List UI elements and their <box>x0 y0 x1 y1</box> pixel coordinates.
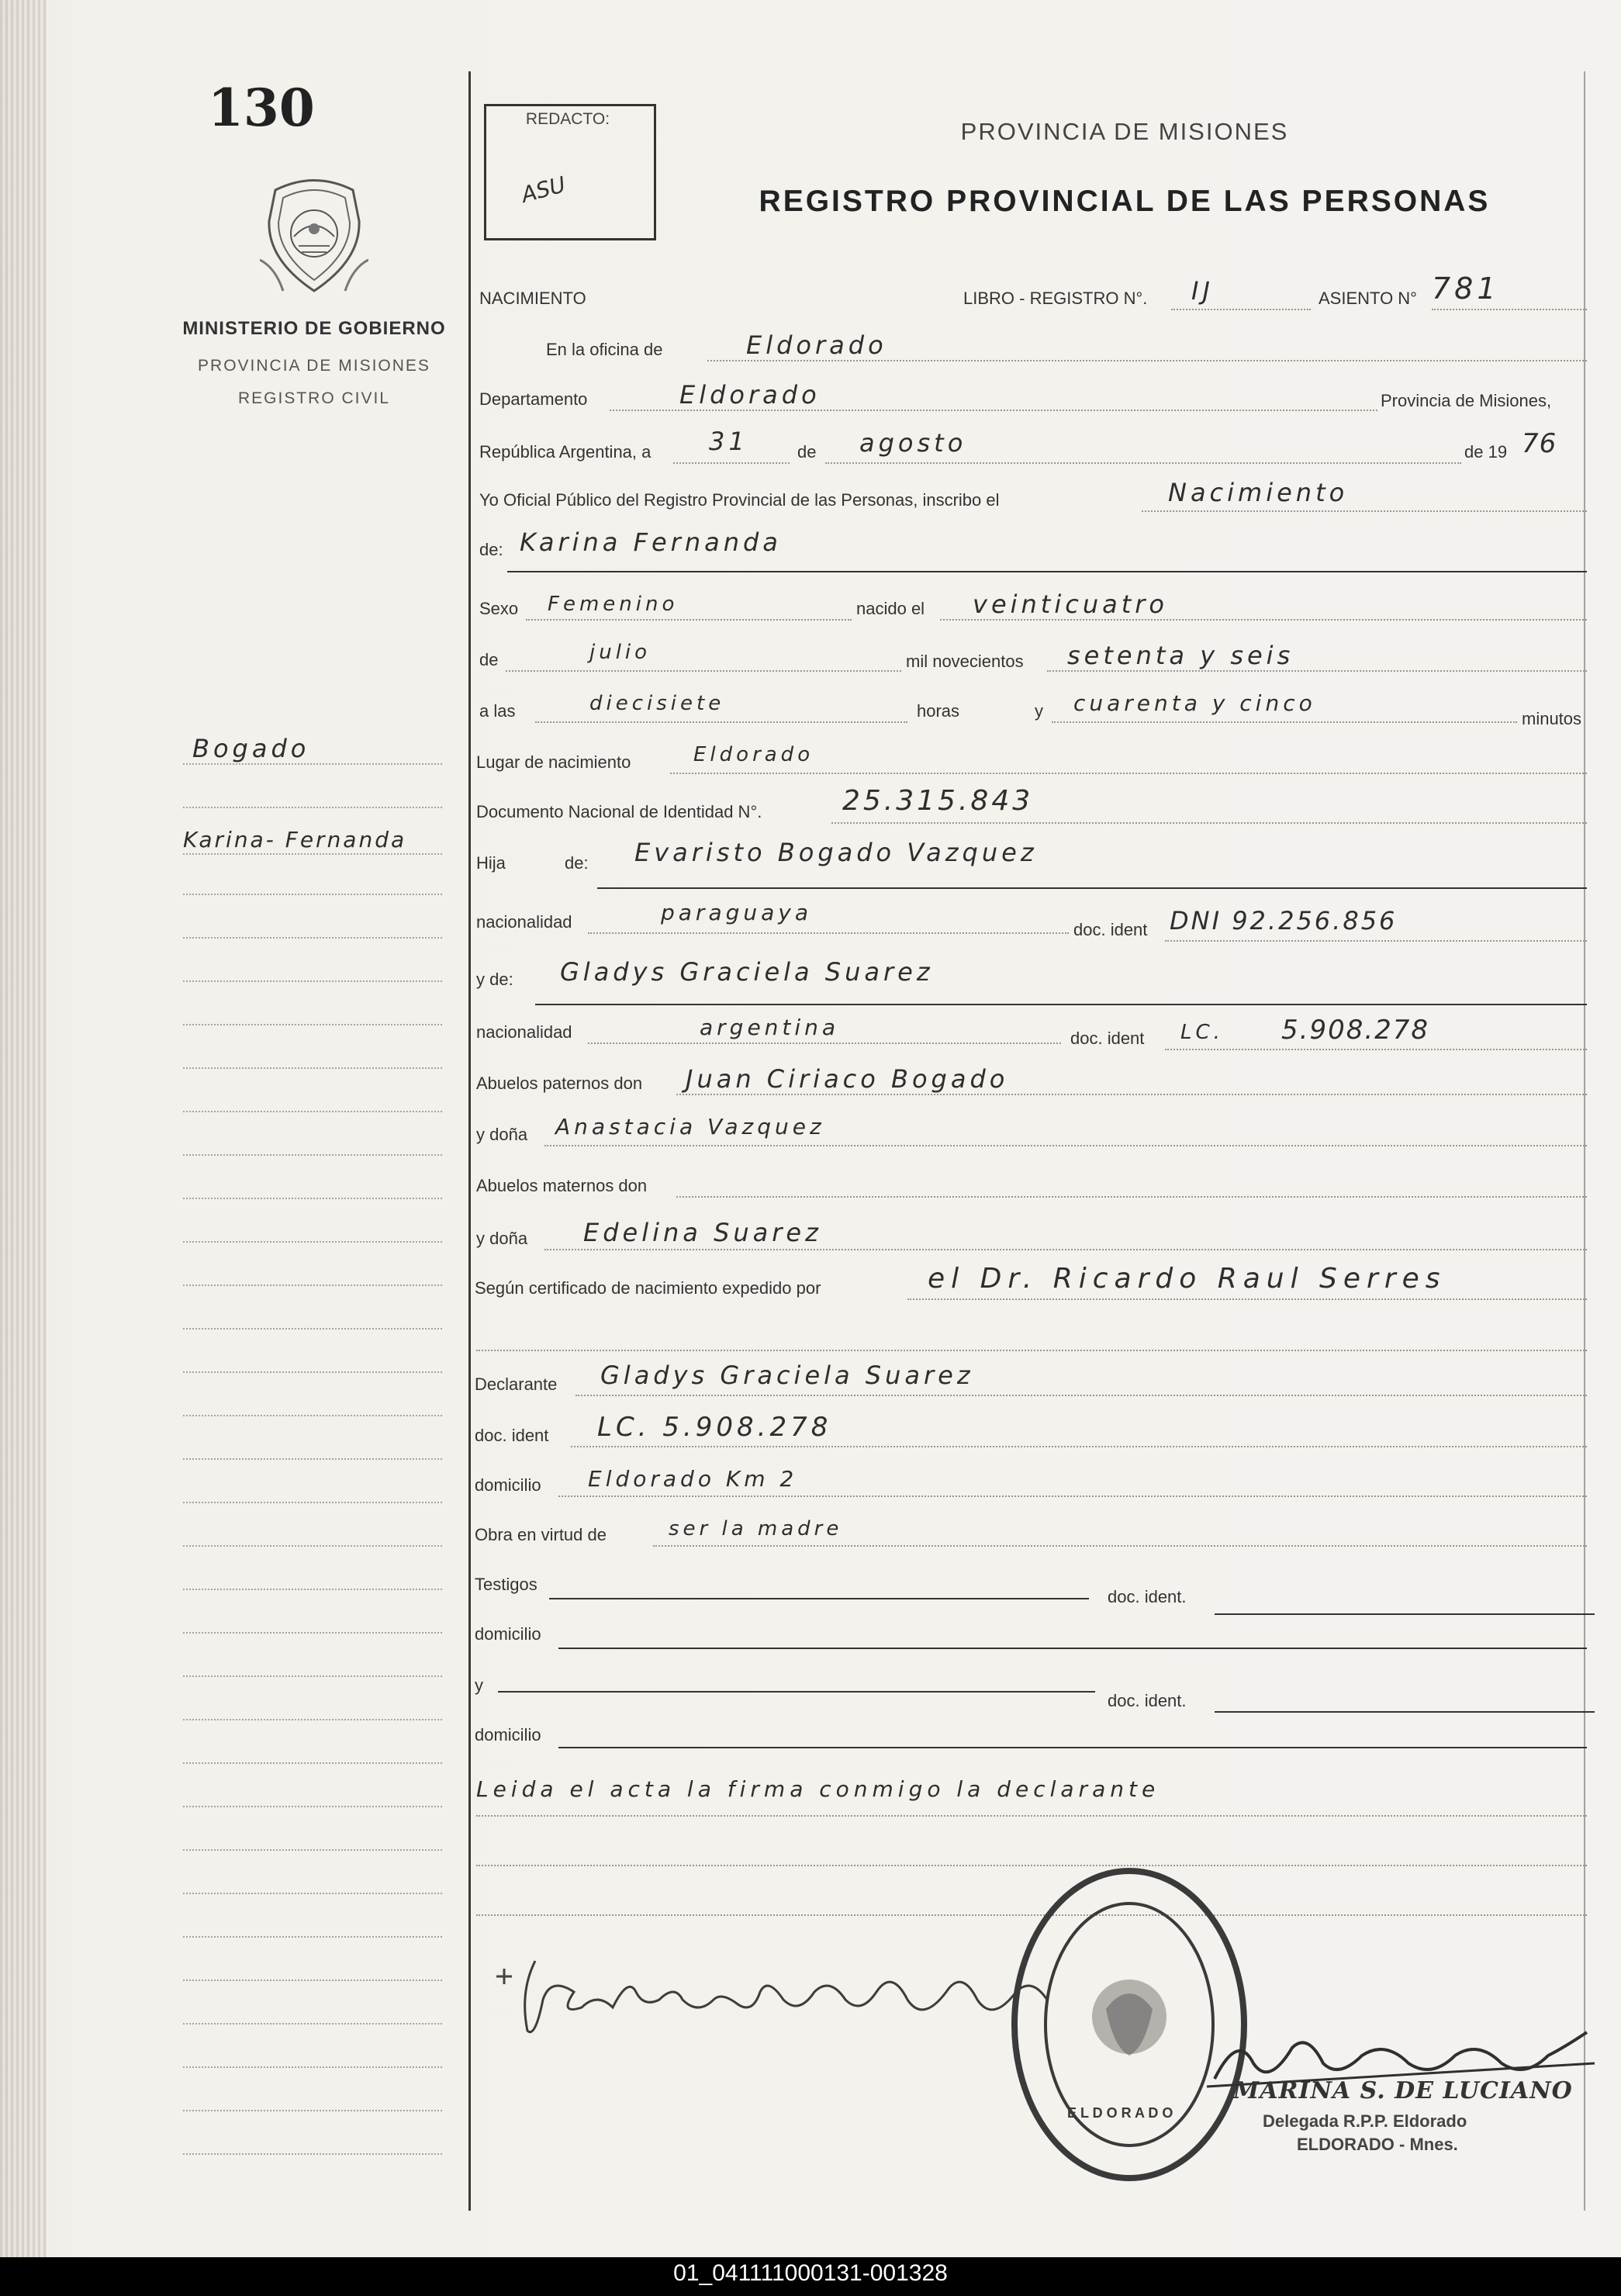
obra-label: Obra en virtud de <box>475 1525 607 1544</box>
paternal-grandmother-value: Anastacia Vazquez <box>555 1114 825 1139</box>
year-value: 76 <box>1522 428 1557 459</box>
department-label: Departamento <box>479 389 588 409</box>
father-name-value: Evaristo Bogado Vazquez <box>634 838 1038 867</box>
birthplace-label: Lugar de nacimiento <box>476 752 631 772</box>
declarant-value: Gladys Graciela Suarez <box>600 1361 974 1390</box>
witness2-address-label: domicilio <box>475 1725 541 1744</box>
obra-value: ser la madre <box>669 1517 843 1540</box>
witness1-address-label: domicilio <box>475 1624 541 1644</box>
paternal-grandfather-label: Abuelos paternos don <box>476 1074 643 1093</box>
father-nationality-value: paraguaya <box>661 900 813 925</box>
official-role: Delegada R.P.P. Eldorado <box>1263 2111 1467 2131</box>
dni-label: Documento Nacional de Identidad N°. <box>476 802 762 821</box>
paternal-grandmother-label: y doña <box>476 1125 528 1144</box>
maternal-grandmother-value: Edelina Suarez <box>583 1218 822 1247</box>
office-value: Eldorado <box>746 330 887 360</box>
office-label: En la oficina de <box>546 340 663 359</box>
paternal-grandfather-value: Juan Ciriaco Bogado <box>686 1064 1009 1094</box>
department-value: Eldorado <box>679 380 821 410</box>
margin-note-surname: Bogado <box>192 734 310 763</box>
redacto-label: REDACTO: <box>525 110 610 128</box>
ministry-label: MINISTERIO DE GOBIERNO <box>182 318 446 339</box>
father-nationality-label: nacionalidad <box>476 912 572 932</box>
declarant-doc-label: doc. ident <box>475 1426 549 1445</box>
name-de-label: de: <box>479 540 503 559</box>
asiento-label: ASIENTO N° <box>1319 289 1417 308</box>
declarant-address-value: Eldorado Km 2 <box>588 1466 798 1492</box>
child-name-value: Karina Fernanda <box>520 527 782 557</box>
month-value: agosto <box>859 428 967 458</box>
horas-label: horas <box>917 701 960 721</box>
father-doc-value: DNI 92.256.856 <box>1170 906 1398 935</box>
born-month-value: julio <box>589 641 652 664</box>
civil-registry-label: REGISTRO CIVIL <box>237 389 391 407</box>
y-minutes-label: y <box>1035 701 1043 721</box>
declarant-label: Declarante <box>475 1374 558 1394</box>
hour-value: diecisiete <box>589 692 725 715</box>
mother-de-label: y de: <box>476 970 513 989</box>
hija-label: Hija <box>476 853 506 873</box>
folio-number: 130 <box>208 78 315 138</box>
libro-label: LIBRO - REGISTRO N°. <box>963 289 1148 308</box>
declarant-doc-value: LC. 5.908.278 <box>597 1412 832 1443</box>
redacto-value: ASU <box>518 171 569 208</box>
right-rule <box>1584 71 1585 2211</box>
witnesses-label: Testigos <box>475 1575 537 1594</box>
mother-doc-label: doc. ident <box>1070 1029 1145 1048</box>
mil-novecientos-label: mil novecientos <box>906 652 1024 671</box>
official-place: ELDORADO - Mnes. <box>1297 2135 1458 2154</box>
born-year-value: setenta y seis <box>1067 641 1294 670</box>
father-de-label: de: <box>565 853 589 873</box>
svg-text:E L D O R A D O: E L D O R A D O <box>1067 2105 1173 2121</box>
born-label: nacido el <box>856 599 925 618</box>
official-name: MARINA S. DE LUCIANO <box>1233 2077 1573 2104</box>
file-id: 01_041111000131-001328 <box>673 2260 948 2286</box>
born-day-value: veinticuatro <box>973 590 1168 619</box>
certificate-label: Según certificado de nacimiento expedido por <box>475 1278 821 1298</box>
minutos-label: minutos <box>1522 709 1582 728</box>
year-label: de 19 <box>1464 442 1508 462</box>
province-heading: PROVINCIA DE MISIONES <box>960 118 1289 145</box>
maternal-grandmother-label: y doña <box>476 1229 528 1248</box>
mother-name-value: Gladys Graciela Suarez <box>560 957 934 987</box>
asiento-value: 781 <box>1432 271 1500 306</box>
father-doc-label: doc. ident <box>1073 920 1148 939</box>
margin-note-names: Karina- Fernanda <box>183 827 407 852</box>
month-de-label: de <box>797 442 817 462</box>
province-suffix: Provincia de Misiones, <box>1381 391 1552 410</box>
day-value: 31 <box>709 427 748 456</box>
act-type-value: Nacimiento <box>1168 478 1349 507</box>
alas-label: a las <box>479 701 516 721</box>
record-type-label: NACIMIENTO <box>479 289 586 308</box>
birthplace-value: Eldorado <box>693 743 814 766</box>
republic-label: República Argentina, a <box>479 442 652 462</box>
declarant-address-label: domicilio <box>475 1475 541 1495</box>
witness2-doc-label: doc. ident. <box>1108 1691 1187 1710</box>
witness2-y-label: y <box>475 1675 483 1695</box>
mother-doc-value: 5.908.278 <box>1281 1015 1430 1046</box>
dni-value: 25.315.843 <box>842 785 1034 817</box>
registry-heading: REGISTRO PROVINCIAL DE LAS PERSONAS <box>759 185 1491 218</box>
maternal-grandfather-label: Abuelos maternos don <box>476 1176 648 1195</box>
sex-label: Sexo <box>479 599 519 618</box>
mother-doc-type: LC. <box>1180 1021 1224 1044</box>
mother-nationality-value: argentina <box>700 1015 840 1040</box>
minutes-value: cuarenta y cinco <box>1073 690 1316 716</box>
margin-rule <box>468 71 471 2211</box>
certificate-value: el Dr. Ricardo Raul Serres <box>928 1263 1446 1295</box>
born-month-de-label: de <box>479 650 499 669</box>
sex-value: Femenino <box>548 593 679 616</box>
provincial-crest-icon <box>260 175 368 303</box>
witness1-doc-label: doc. ident. <box>1108 1587 1187 1606</box>
book-spine <box>0 0 47 2257</box>
mother-nationality-label: nacionalidad <box>476 1022 572 1042</box>
province-label: PROVINCIA DE MISIONES <box>198 357 430 375</box>
closing-statement: Leida el acta la firma conmigo la declarante <box>476 1776 1160 1802</box>
official-statement: Yo Oficial Público del Registro Provincial de las Personas, inscribo el <box>479 490 1000 510</box>
libro-value: IJ <box>1191 276 1214 306</box>
